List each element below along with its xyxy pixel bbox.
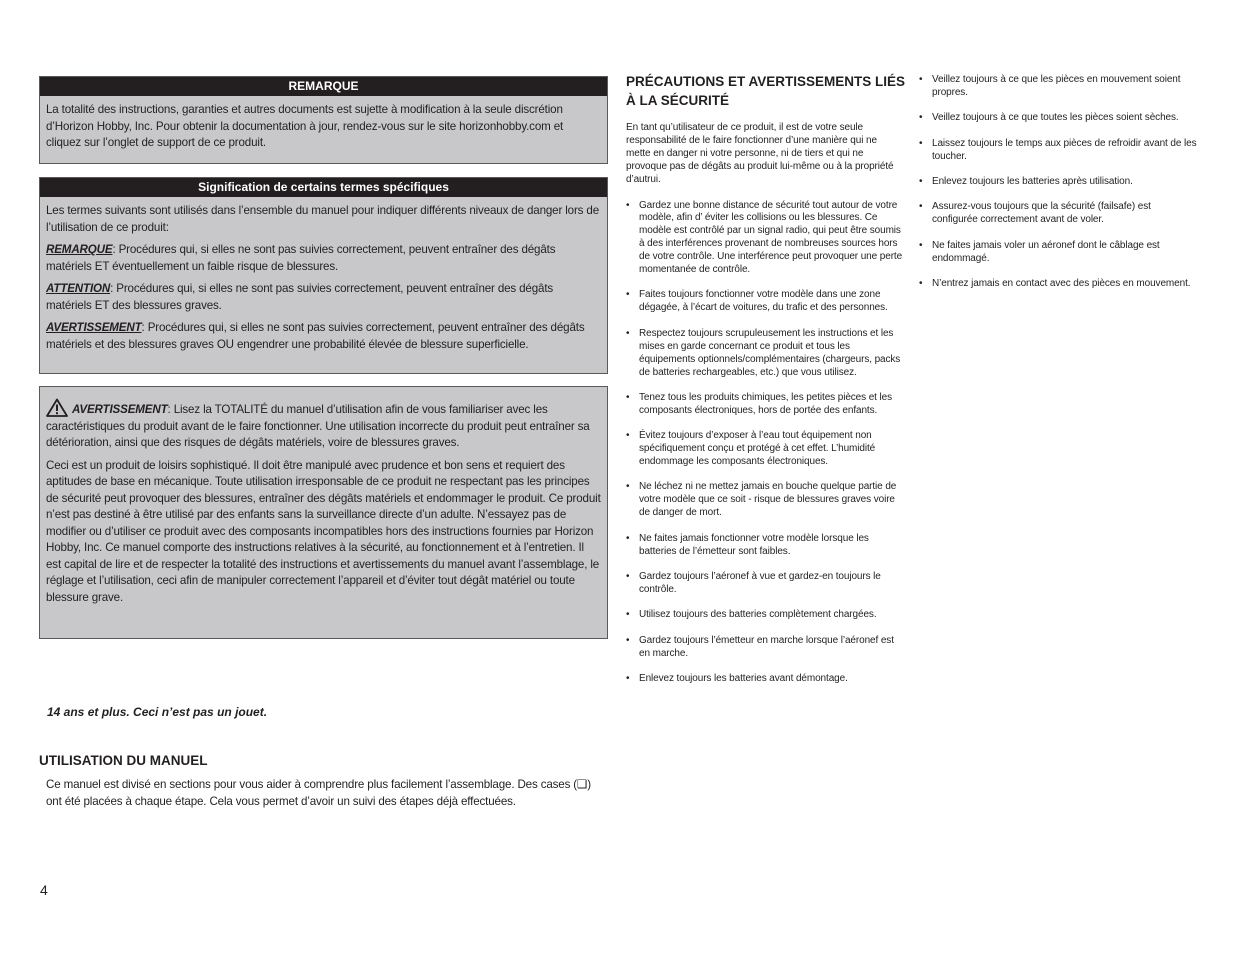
safety-bullets-right <box>919 74 1199 291</box>
list-item: • Enlevez toujours les batteries après utilisation. <box>919 176 1199 189</box>
terms-box <box>39 177 608 374</box>
list-item: • Ne faites jamais fonctionner votre modèle lorsque les batteries de l’émetteur sont faibles. <box>626 533 904 559</box>
list-item: • Veillez toujours à ce que toutes les pièces soient sèches. <box>919 112 1199 125</box>
warning-box <box>39 386 608 639</box>
warning-term: AVERTISSEMENT <box>72 403 168 416</box>
list-item: • Enlevez toujours les batteries avant démontage. <box>626 673 904 686</box>
manual-usage-title: UTILISATION DU MANUEL <box>39 753 208 768</box>
safety-column-right <box>919 74 1199 303</box>
safety-intro: En tant qu’utilisateur de ce produit, il est de votre seule responsabilité de le faire fonctionner d’une manière qui ne mette en danger ni votre personne, ni de tiers et qui ne provoque pas de dégâts au produit lui-même ou à la propriété d’autrui. <box>626 122 894 185</box>
list-item: • Faites toujours fonctionner votre modèle dans une zone dégagée, à l’écart de voitures, du trafic et des personnes. <box>626 289 904 315</box>
list-item: • Évitez toujours d’exposer à l’eau tout équipement non spécifiquement conçu et protégé à cet effet. L’humidité endommage les composants électroniques. <box>626 430 904 469</box>
term-label: REMARQUE <box>46 243 113 256</box>
term-definition: : Procédures qui, si elles ne sont pas suivies correctement, peuvent entraîner des dégâts matériels ET éventuellement un faible risque de blessures. <box>46 243 556 273</box>
remarque-header: REMARQUE <box>40 77 607 96</box>
term-attention <box>46 281 601 314</box>
list-item: • Utilisez toujours des batteries complètement chargées. <box>626 609 904 622</box>
remarque-box <box>39 76 608 164</box>
safety-column-left <box>626 122 904 698</box>
list-item: • Ne léchez ni ne mettez jamais en bouche quelque partie de votre modèle que ce soit - risque de blessures graves voire de danger de mort. <box>626 481 904 520</box>
warning-text: : Lisez la TOTALITÉ du manuel d’utilisation afin de vous familiariser avec les caractéristiques du produit avant de le faire fonctionner. Une utilisation incorrecte du produit peut entraîner sa détérioration, ainsi que des risques de dégâts matériels, voire de blessures graves. <box>46 403 590 449</box>
list-item: • Gardez une bonne distance de sécurité tout autour de votre modèle, afin d’ éviter les collisions ou les blessures. Ce modèle est contrôlé par un signal radio, qui peut être soumis à des interférences provenant de nombreuses sources hors de votre contrôle. Une interférence peut provoquer une perte momentanée de contrôle. <box>626 200 904 277</box>
terms-intro: Les termes suivants sont utilisés dans l’ensemble du manuel pour indiquer différents niveaux de danger lors de l’utilisation de ce produit: <box>46 204 599 234</box>
list-item: • Gardez toujours l’aéronef à vue et gardez-en toujours le contrôle. <box>626 571 904 597</box>
list-item: • Ne faites jamais voler un aéronef dont le câblage est endommagé. <box>919 240 1199 266</box>
term-remarque <box>46 242 601 275</box>
warning-triangle-icon <box>46 398 68 417</box>
safety-bullets-left <box>626 200 904 686</box>
remarque-text: La totalité des instructions, garanties et autres documents est sujette à modification à la seule discrétion d’Horizon Hobby, Inc. Pour obtenir la documentation à jour, rendez-vous sur le site horizonhobby.com et cliquez sur l’onglet de support de ce produit. <box>46 103 564 149</box>
terms-header: Signification de certains termes spécifiques <box>40 178 607 197</box>
list-item: • Tenez tous les produits chimiques, les petites pièces et les composants électroniques, hors de portée des enfants. <box>626 392 904 418</box>
term-label: ATTENTION <box>46 282 111 295</box>
remarque-body <box>40 96 607 152</box>
list-item: • N’entrez jamais en contact avec des pièces en mouvement. <box>919 278 1199 291</box>
terms-body <box>40 197 607 353</box>
term-definition: : Procédures qui, si elles ne sont pas suivies correctement, peuvent entraîner des dégâts matériels et des blessures graves OU engendrer une probabilité élevée de blessure superficielle. <box>46 321 585 351</box>
warning-statement <box>46 398 601 452</box>
safety-title: PRÉCAUTIONS ET AVERTISSEMENTS LIÉS À LA SÉCURITÉ <box>626 74 906 108</box>
list-item: • Respectez toujours scrupuleusement les instructions et les mises en garde concernant ce produit et tous les équipements optionnels/complémentaires (chargeurs, packs de batteries rechargeables, etc.) que vous utilisez. <box>626 328 904 380</box>
manual-usage-text: Ce manuel est divisé en sections pour vous aider à comprendre plus facilement l’assemblage. Des cases (❑) ont été placées à chaque étape. Cela vous permet d’avoir un suivi des étapes déjà effectuées. <box>46 778 591 808</box>
list-item: • Laissez toujours le temps aux pièces de refroidir avant de les toucher. <box>919 138 1199 164</box>
term-label: AVERTISSEMENT <box>46 321 142 334</box>
age-notice: 14 ans et plus. Ceci n’est pas un jouet. <box>47 705 268 719</box>
list-item: • Veillez toujours à ce que les pièces en mouvement soient propres. <box>919 74 1199 100</box>
warning-paragraph: Ceci est un produit de loisirs sophistiqué. Il doit être manipulé avec prudence et bon sens et requiert des aptitudes de base en mécanique. Toute utilisation irresponsable de ce produit ne respectant pas les principes de sécurité peut provoquer des blessures, entraîner des dégâts matériels et endommager le produit. Ce produit n’est pas destiné à être utilisé par des enfants sans la surveillance directe d’un adulte. N’essayez pas de modifier ou d’utiliser ce produit avec des composants incompatibles hors des instructions fournies par Horizon Hobby, Inc. Ce manuel comporte des instructions relatives à la sécurité, au fonctionnement et à l’entretien. Il est capital de lire et de respecter la totalité des instructions et avertissements du manuel avant l’assemblage, le réglage et l’utilisation, ceci afin de manipuler correctement l’appareil et d’éviter tout dégât matériel ou toute blessure grave. <box>46 458 601 604</box>
list-item: • Assurez-vous toujours que la sécurité (failsafe) est configurée correctement avant de voler. <box>919 201 1199 227</box>
list-item: • Gardez toujours l’émetteur en marche lorsque l’aéronef est en marche. <box>626 635 904 661</box>
warning-body <box>40 387 607 606</box>
page-number: 4 <box>40 882 48 898</box>
term-definition: : Procédures qui, si elles ne sont pas suivies correctement, peuvent entraîner des dégâts matériels ET des blessures graves. <box>46 282 554 312</box>
term-avertissement <box>46 320 601 353</box>
